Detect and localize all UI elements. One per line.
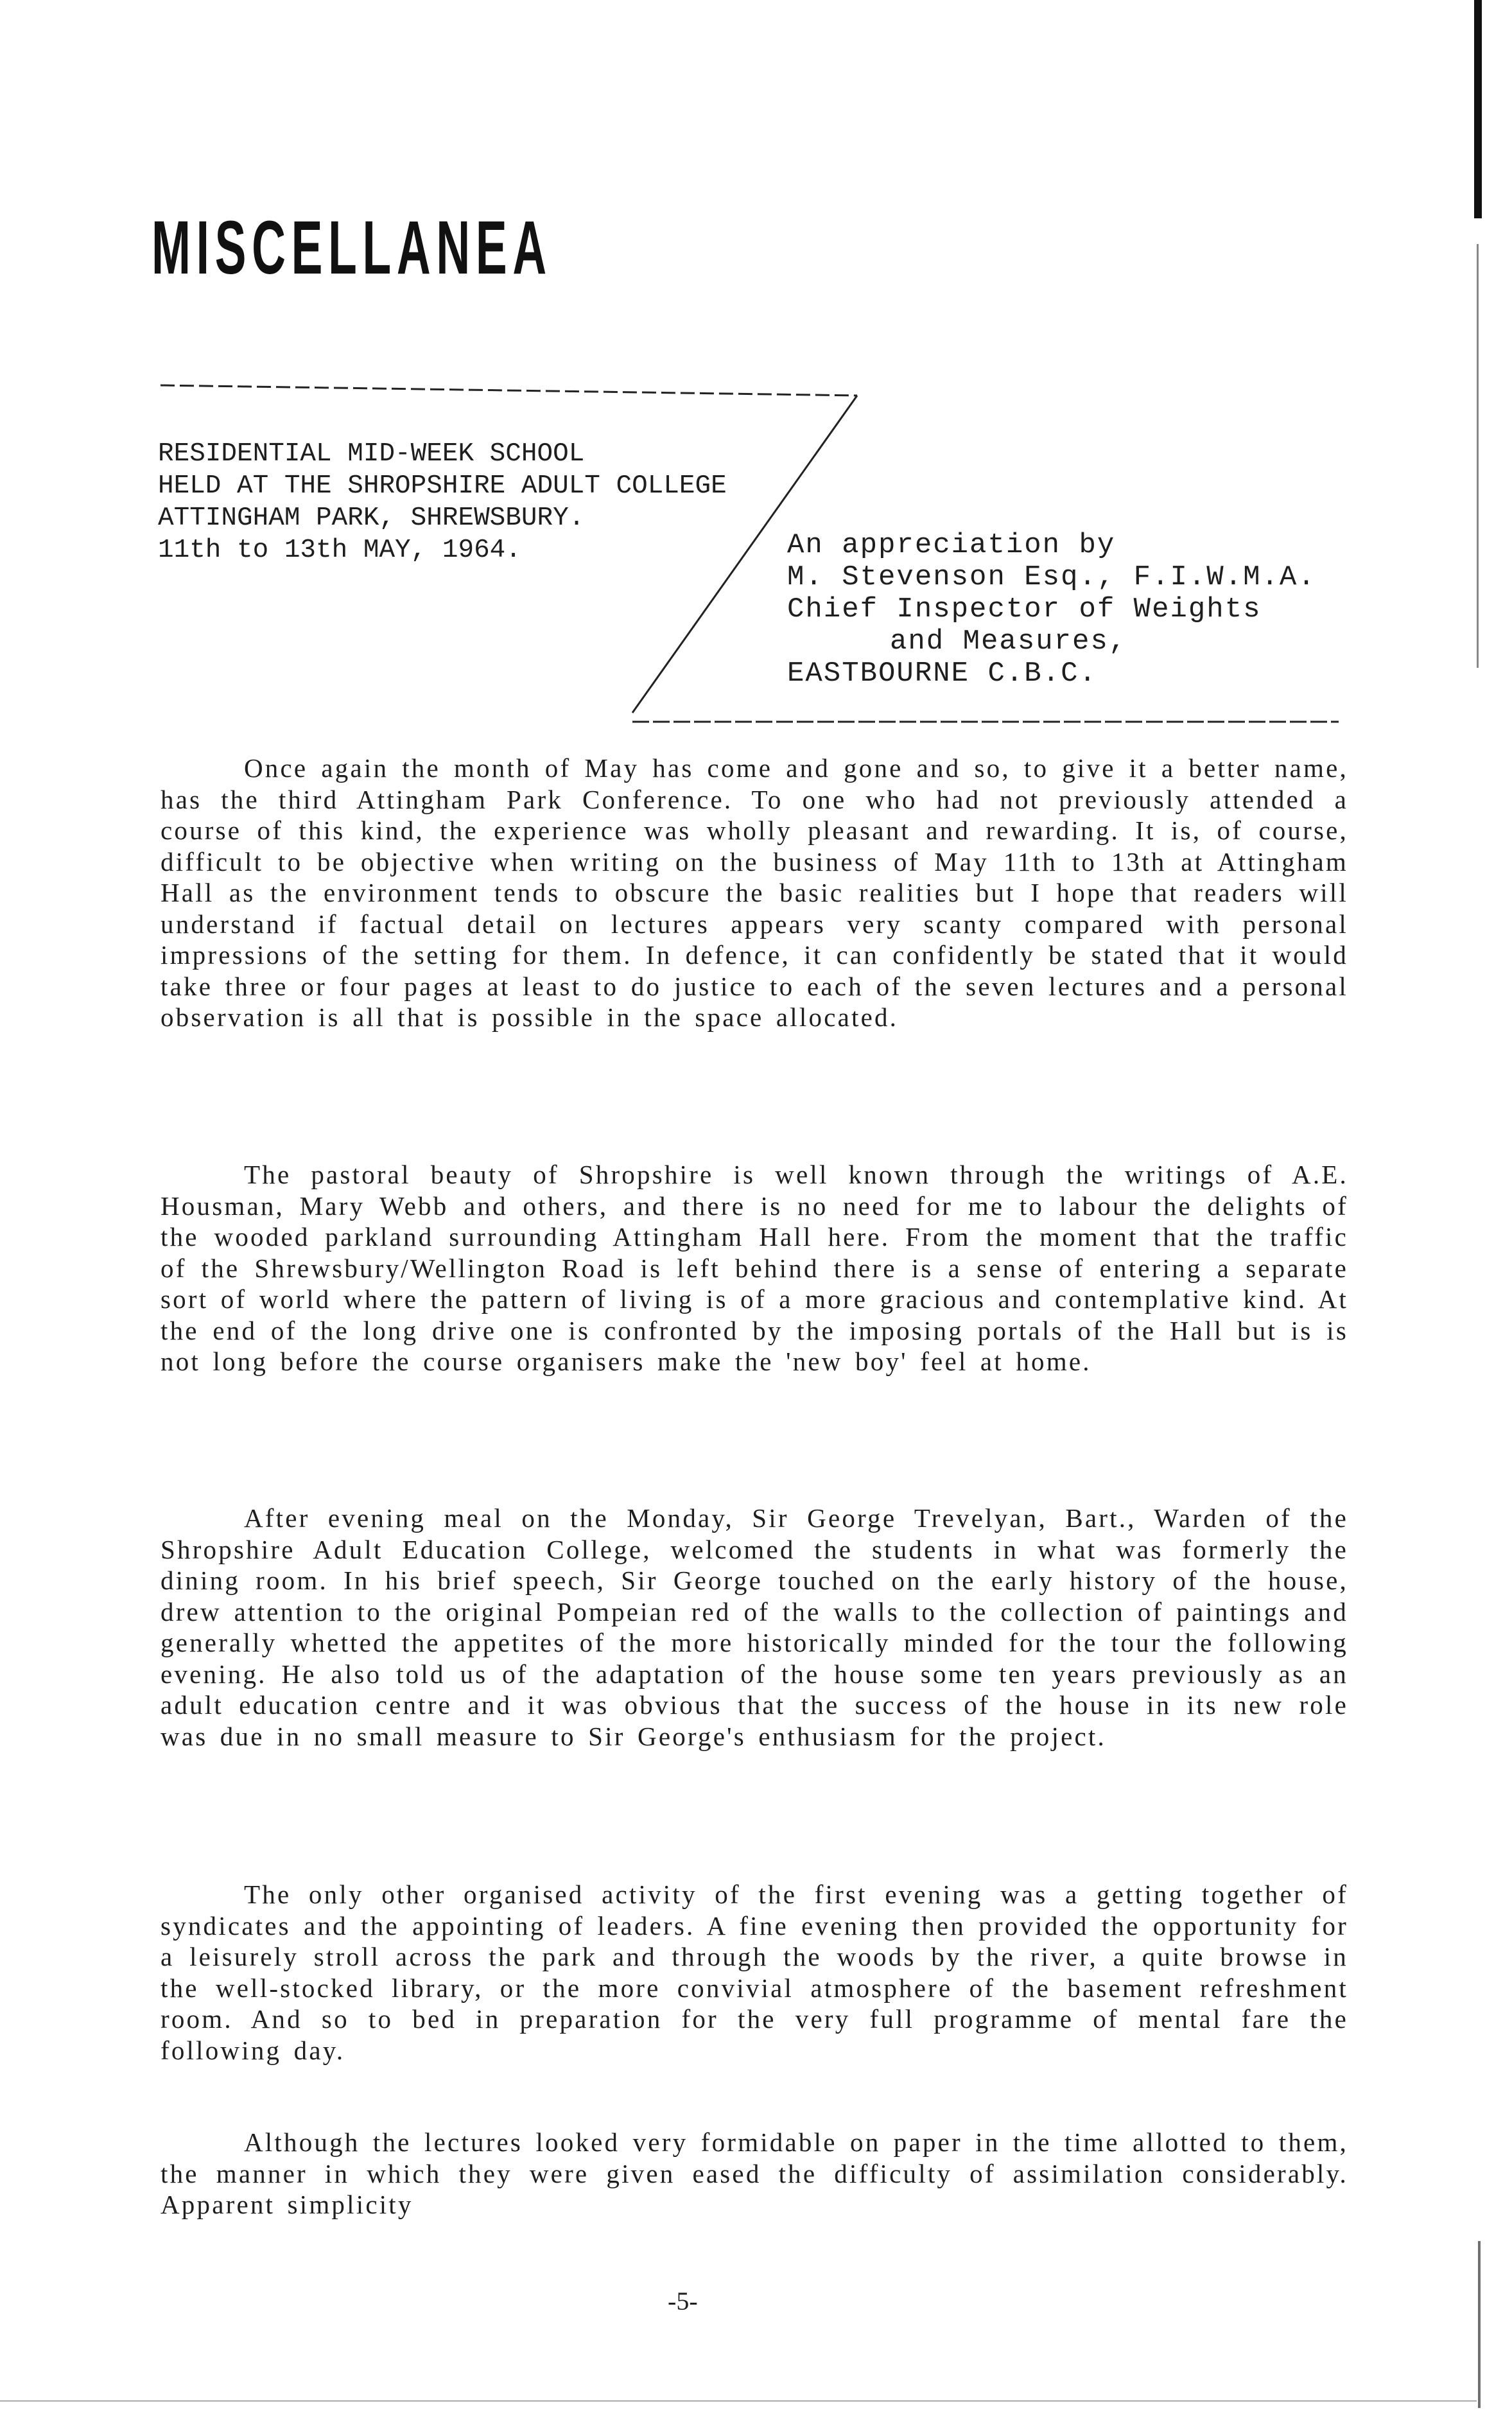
school-line: 11th to 13th MAY, 1964. <box>158 536 521 565</box>
body-paragraph: After evening meal on the Monday, Sir George Trevelyan, Bart., Warden of the Shropshire Adult Education College, welcomed the students in what was formerly the dining room. In his brief speech, Sir George touched on the early history of the house, drew attention to the original Pompeian red of the walls to the collection of paintings and generally whetted the appetites of the more historically minded for the tour the following evening. He also told us of the adaptation of the house some ten years previously as an adult education centre and it was obvious that the success of the house in its new role was due in no small measure to Sir George's enthusiasm for the project. <box>161 1503 1348 1751</box>
scan-edge-mark <box>1477 244 1479 668</box>
credit-line: Chief Inspector of Weights <box>787 593 1262 625</box>
page-number: -5- <box>668 2287 698 2316</box>
credit-line: M. Stevenson Esq., F.I.W.M.A. <box>787 561 1316 593</box>
credit-line: An appreciation by <box>787 529 1116 561</box>
school-line: ATTINGHAM PARK, SHREWSBURY. <box>158 503 585 533</box>
body-paragraph: The only other organised activity of the first evening was a getting together of syndicates and the appointing of leaders. A fine evening then provided the opportunity for a leisurely stroll across the park and through the woods by the river, a quite browse in the well-stocked library, or the more convivial atmosphere of the basement refreshment room. And so to bed in preparation for the very full programme of mental fare the following day. <box>161 1880 1348 2065</box>
body-paragraph: The pastoral beauty of Shropshire is well known through the writings of A.E. Housman, Mary Webb and others, and there is no need for me to labour the delights of the wooded parkland surrounding Attingham Hall here. From the moment that the traffic of the Shrewsbury/Wellington Road is left behind there is a sense of entering a separate sort of world where the pattern of living is of a more gracious and contemplative kind. At the end of the long drive one is confronted by the imposing portals of the Hall but is is not long before the course organisers make the 'new boy' feel at home. <box>161 1160 1348 1376</box>
school-line: RESIDENTIAL MID-WEEK SCHOOL <box>158 439 585 469</box>
body-paragraph: Although the lectures looked very formidable on paper in the time allotted to them, the manner in which they were given eased the difficulty of assimilation considerably. Apparent simplicity <box>161 2127 1348 2219</box>
body-paragraph: Once again the month of May has come and gone and so, to give it a better name, has the third Attingham Park Conference. To one who had not previously attended a course of this kind, the experience was wholly pleasant and rewarding. It is, of course, difficult to be objective when writing on the business of May 11th to 13th at Attingham Hall as the environment tends to obscure the basic realities but I hope that readers will understand if factual detail on lectures appears very scanty compared with personal impressions of the setting for them. In defence, it can confidently be stated that it would take three or four pages at least to do justice to each of the seven lectures and a personal observation is all that is possible in the space allocated. <box>161 753 1348 1032</box>
scan-edge-mark <box>0 2400 1477 2402</box>
page-title: MISCELLANEA <box>152 205 552 290</box>
credit-line: EASTBOURNE C.B.C. <box>787 658 1097 690</box>
school-line: HELD AT THE SHROPSHIRE ADULT COLLEGE <box>158 471 727 501</box>
scan-edge-mark <box>1474 0 1482 218</box>
scan-edge-mark <box>1478 2241 1481 2408</box>
credit-line: and Measures, <box>890 625 1127 658</box>
author-credit <box>787 529 1316 690</box>
school-details <box>158 438 727 566</box>
